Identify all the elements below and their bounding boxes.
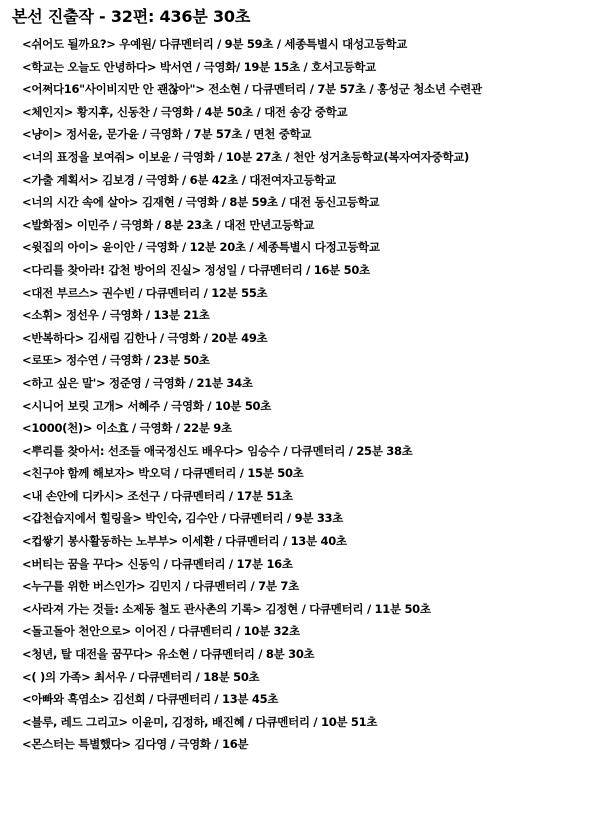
list-item: <돌고돌아 천안으로> 이어진 / 다큐멘터리 / 10분 32초 <box>22 624 300 639</box>
list-item: <내 손안에 디카시> 조선구 / 다큐멘터리 / 17분 51초 <box>22 488 293 503</box>
document-title: 본선 진출작 - 32편: 436분 30초 <box>12 7 251 26</box>
list-item: <누구를 위한 버스인가> 김민지 / 다큐멘터리 / 7분 7초 <box>22 579 299 594</box>
list-item: <로또> 정수연 / 극영화 / 23분 50초 <box>22 353 210 368</box>
list-item: <체인지> 황지후, 신동찬 / 극영화 / 4분 50초 / 대전 송강 중학교 <box>22 104 348 119</box>
list-item: <가출 계획서> 김보경 / 극영화 / 6분 42초 / 대전여자고등학교 <box>22 172 336 187</box>
list-item: <발화점> 이민주 / 극영화 / 8분 23초 / 대전 만년고등학교 <box>22 217 315 232</box>
list-item: <뿌리를 찾아서: 선조들 애국정신도 배우다> 임승수 / 다큐멘터리 / 25분 38초 <box>22 443 413 458</box>
list-item: <윗집의 아이> 윤이안 / 극영화 / 12분 20초 / 세종특별시 다정고등학교 <box>22 240 380 255</box>
list-item: <대전 부르스> 권수빈 / 다큐멘터리 / 12분 55초 <box>22 285 268 300</box>
list-item: <1000(천)> 이소효 / 극영화 / 22분 9초 <box>22 421 232 436</box>
list-item: <청년, 탈 대전을 꿈꾸다> 유소현 / 다큐멘터리 / 8분 30초 <box>22 647 315 662</box>
list-item: <블루, 레드 그리고> 이윤미, 김정하, 배진혜 / 다큐멘터리 / 10분 51초 <box>22 714 378 729</box>
list-item: <( )의 가족> 최서우 / 다큐멘터리 / 18분 50초 <box>22 669 260 684</box>
entry-list <box>22 37 592 760</box>
list-item: <친구야 함께 해보자> 박오덕 / 다큐멘터리 / 15분 50초 <box>22 466 304 481</box>
list-item: <시니어 보릿 고개> 서혜주 / 극영화 / 10분 50초 <box>22 398 272 413</box>
list-item: <아빠와 흑염소> 김선희 / 다큐멘터리 / 13분 45초 <box>22 692 279 707</box>
list-item: <몬스터는 특별했다> 김다영 / 극영화 / 16분 <box>22 737 249 752</box>
list-item: <소휘> 정선우 / 극영화 / 13분 21초 <box>22 308 210 323</box>
list-item: <사라져 가는 것들: 소제동 철도 관사촌의 기록> 김정현 / 다큐멘터리 / 11분 50초 <box>22 601 431 616</box>
list-item: <쉬어도 될까요?> 우예원/ 다큐멘터리 / 9분 59초 / 세종특별시 대성고등학교 <box>22 37 408 51</box>
list-item: <하고 싶은 말'> 정준영 / 극영화 / 21분 34초 <box>22 375 253 390</box>
list-item: <냥이> 정서윤, 문가윤 / 극영화 / 7분 57초 / 면천 중학교 <box>22 127 312 142</box>
list-item: <어쩌다16"사이비지만 안 괜찮아"> 전소현 / 다큐멘터리 / 7분 57초 / 홍성군 청소년 수련관 <box>22 82 482 97</box>
list-item: <컵쌓기 봉사활동하는 노부부> 이세환 / 다큐멘터리 / 13분 40초 <box>22 534 347 549</box>
list-item: <갑천습지에서 힐링을> 박인숙, 김수안 / 다큐멘터리 / 9분 33초 <box>22 511 344 526</box>
list-item: <너의 표정을 보여줘> 이보윤 / 극영화 / 10분 27초 / 천안 성거초등학교(복자여자중학교) <box>22 149 469 164</box>
list-item: <학교는 오늘도 안녕하다> 박서연 / 극영화/ 19분 15초 / 호서고등학교 <box>22 59 376 74</box>
list-item: <버티는 꿈을 꾸다> 신동익 / 다큐멘터리 / 17분 16초 <box>22 556 293 571</box>
list-item: <다리를 찾아라! 갑천 방어의 진실> 정성일 / 다큐멘터리 / 16분 50초 <box>22 262 370 277</box>
list-item: <너의 시간 속에 살아> 김재현 / 극영화 / 8분 59초 / 대전 동신고등학교 <box>22 195 380 210</box>
list-item: <반복하다> 김새림 김한나 / 극영화 / 20분 49초 <box>22 330 268 345</box>
